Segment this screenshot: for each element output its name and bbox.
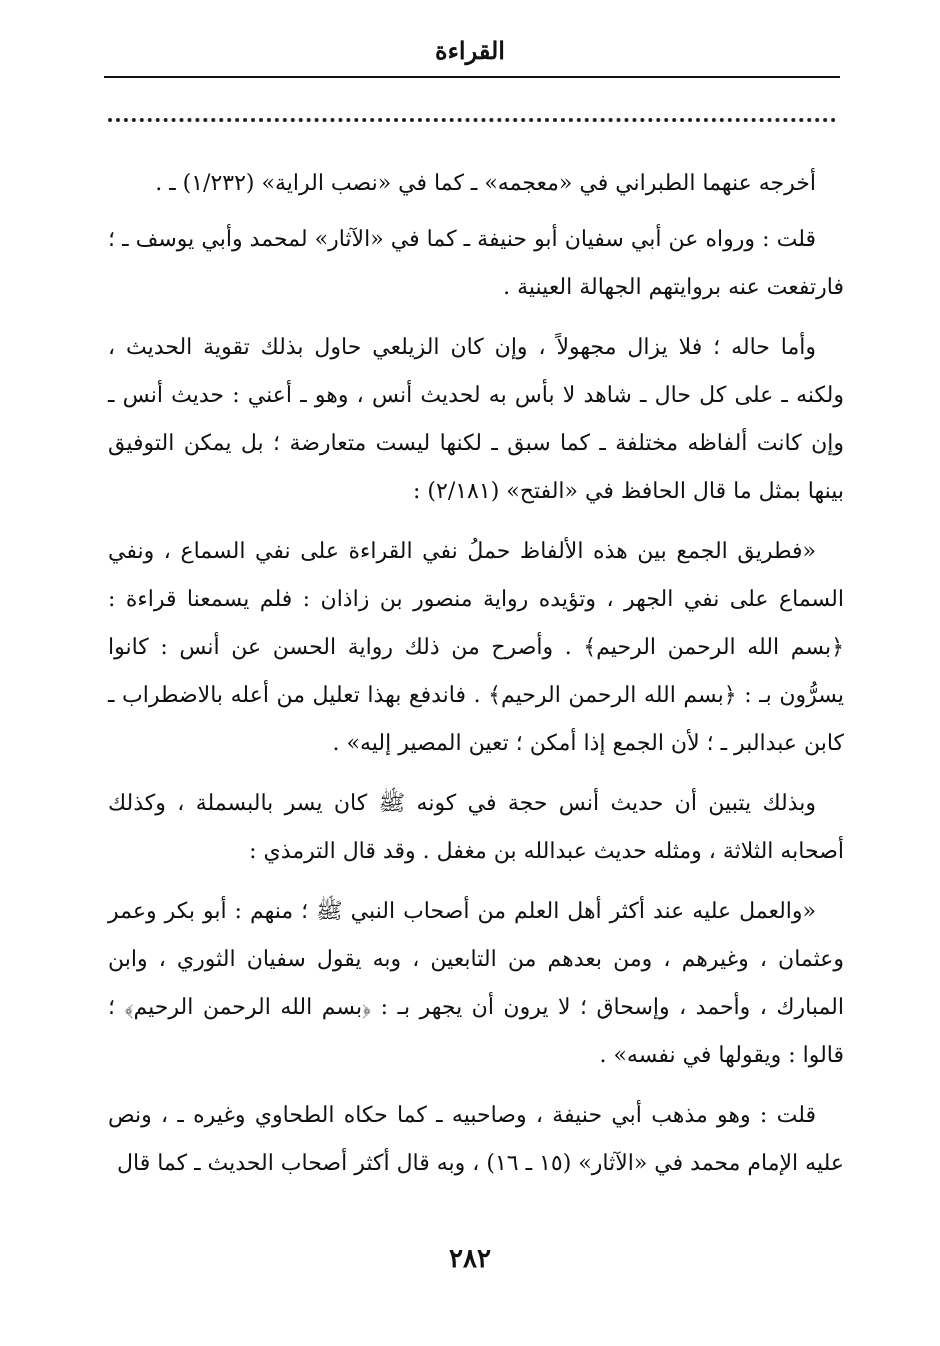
- paragraph-2: قلت : ورواه عن أبي سفيان أبو حنيفة ـ كما في «الآثار» لمحمد وأبي يوسف ـ ؛ فارتفعت عنه بروايتهم الجهالة العينية .: [108, 227, 844, 300]
- header-rule: [104, 76, 840, 78]
- page-body: [108, 160, 844, 1200]
- paragraph-7: قلت : وهو مذهب أبي حنيفة ، وصاحبيه ـ كما حكاه الطحاوي وغيره ـ ، ونص عليه الإمام محمد في «الآثار» (١٥ ـ ١٦) ، وبه قال أكثر أصحاب الحديث ـ كما قال: [108, 1103, 844, 1176]
- paragraph-5: وبذلك يتبين أن حديث أنس حجة في كونه ﷺ كان يسر بالبسملة ، وكذلك أصحابه الثلاثة ، ومثله حديث عبدالله بن مغفل . وقد قال الترمذي :: [108, 791, 844, 864]
- paragraph-6-quote: «والعمل عليه عند أكثر أهل العلم من أصحاب النبي ﷺ ؛ منهم : أبو بكر وعمر وعثمان ، وغيرهم ، ومن بعدهم من التابعين ، وبه يقول سفيان الثوري ، وابن المبارك ، وأحمد ، وإسحاق ؛ لا يرون أن يجهر بـ : ﴿بسم الله الرحمن الرحيم﴾ ؛ قالوا : ويقولها في نفسه» .: [108, 899, 844, 1068]
- paragraph-1: أخرجه عنهما الطبراني في «معجمه» ـ كما في «نصب الراية» (١/٢٣٢) ـ .: [155, 171, 816, 196]
- page-number: ٢٨٢: [449, 1244, 491, 1274]
- running-header-title: القراءة: [435, 36, 505, 65]
- dotted-separator: [108, 118, 836, 122]
- paragraph-4-quote: «فطريق الجمع بين هذه الألفاظ حملُ نفي القراءة على نفي السماع ، ونفي السماع على نفي الجهر ، وتؤيده رواية منصور بن زاذان : فلم يسمعنا قراءة : ﴿بسم الله الرحمن الرحيم﴾ . وأصرح من ذلك رواية الحسن عن أنس : كانوا يسرُّون بـ : ﴿بسم الله الرحمن الرحيم﴾ . فاندفع بهذا تعليل من أعله بالاضطراب ـ كابن عبدالبر ـ ؛ لأن الجمع إذا أمكن ؛ تعين المصير إليه» .: [108, 539, 844, 756]
- paragraph-3: وأما حاله ؛ فلا يزال مجهولاً ، وإن كان الزيلعي حاول بذلك تقوية الحديث ، ولكنه ـ على كل حال ـ شاهد لا بأس به لحديث أنس ، وهو ـ أعني : حديث أنس ـ وإن كانت ألفاظه مختلفة ـ كما سبق ـ لكنها ليست متعارضة ؛ بل يمكن التوفيق بينها بمثل ما قال الحافظ في «الفتح» (٢/١٨١) :: [108, 335, 844, 504]
